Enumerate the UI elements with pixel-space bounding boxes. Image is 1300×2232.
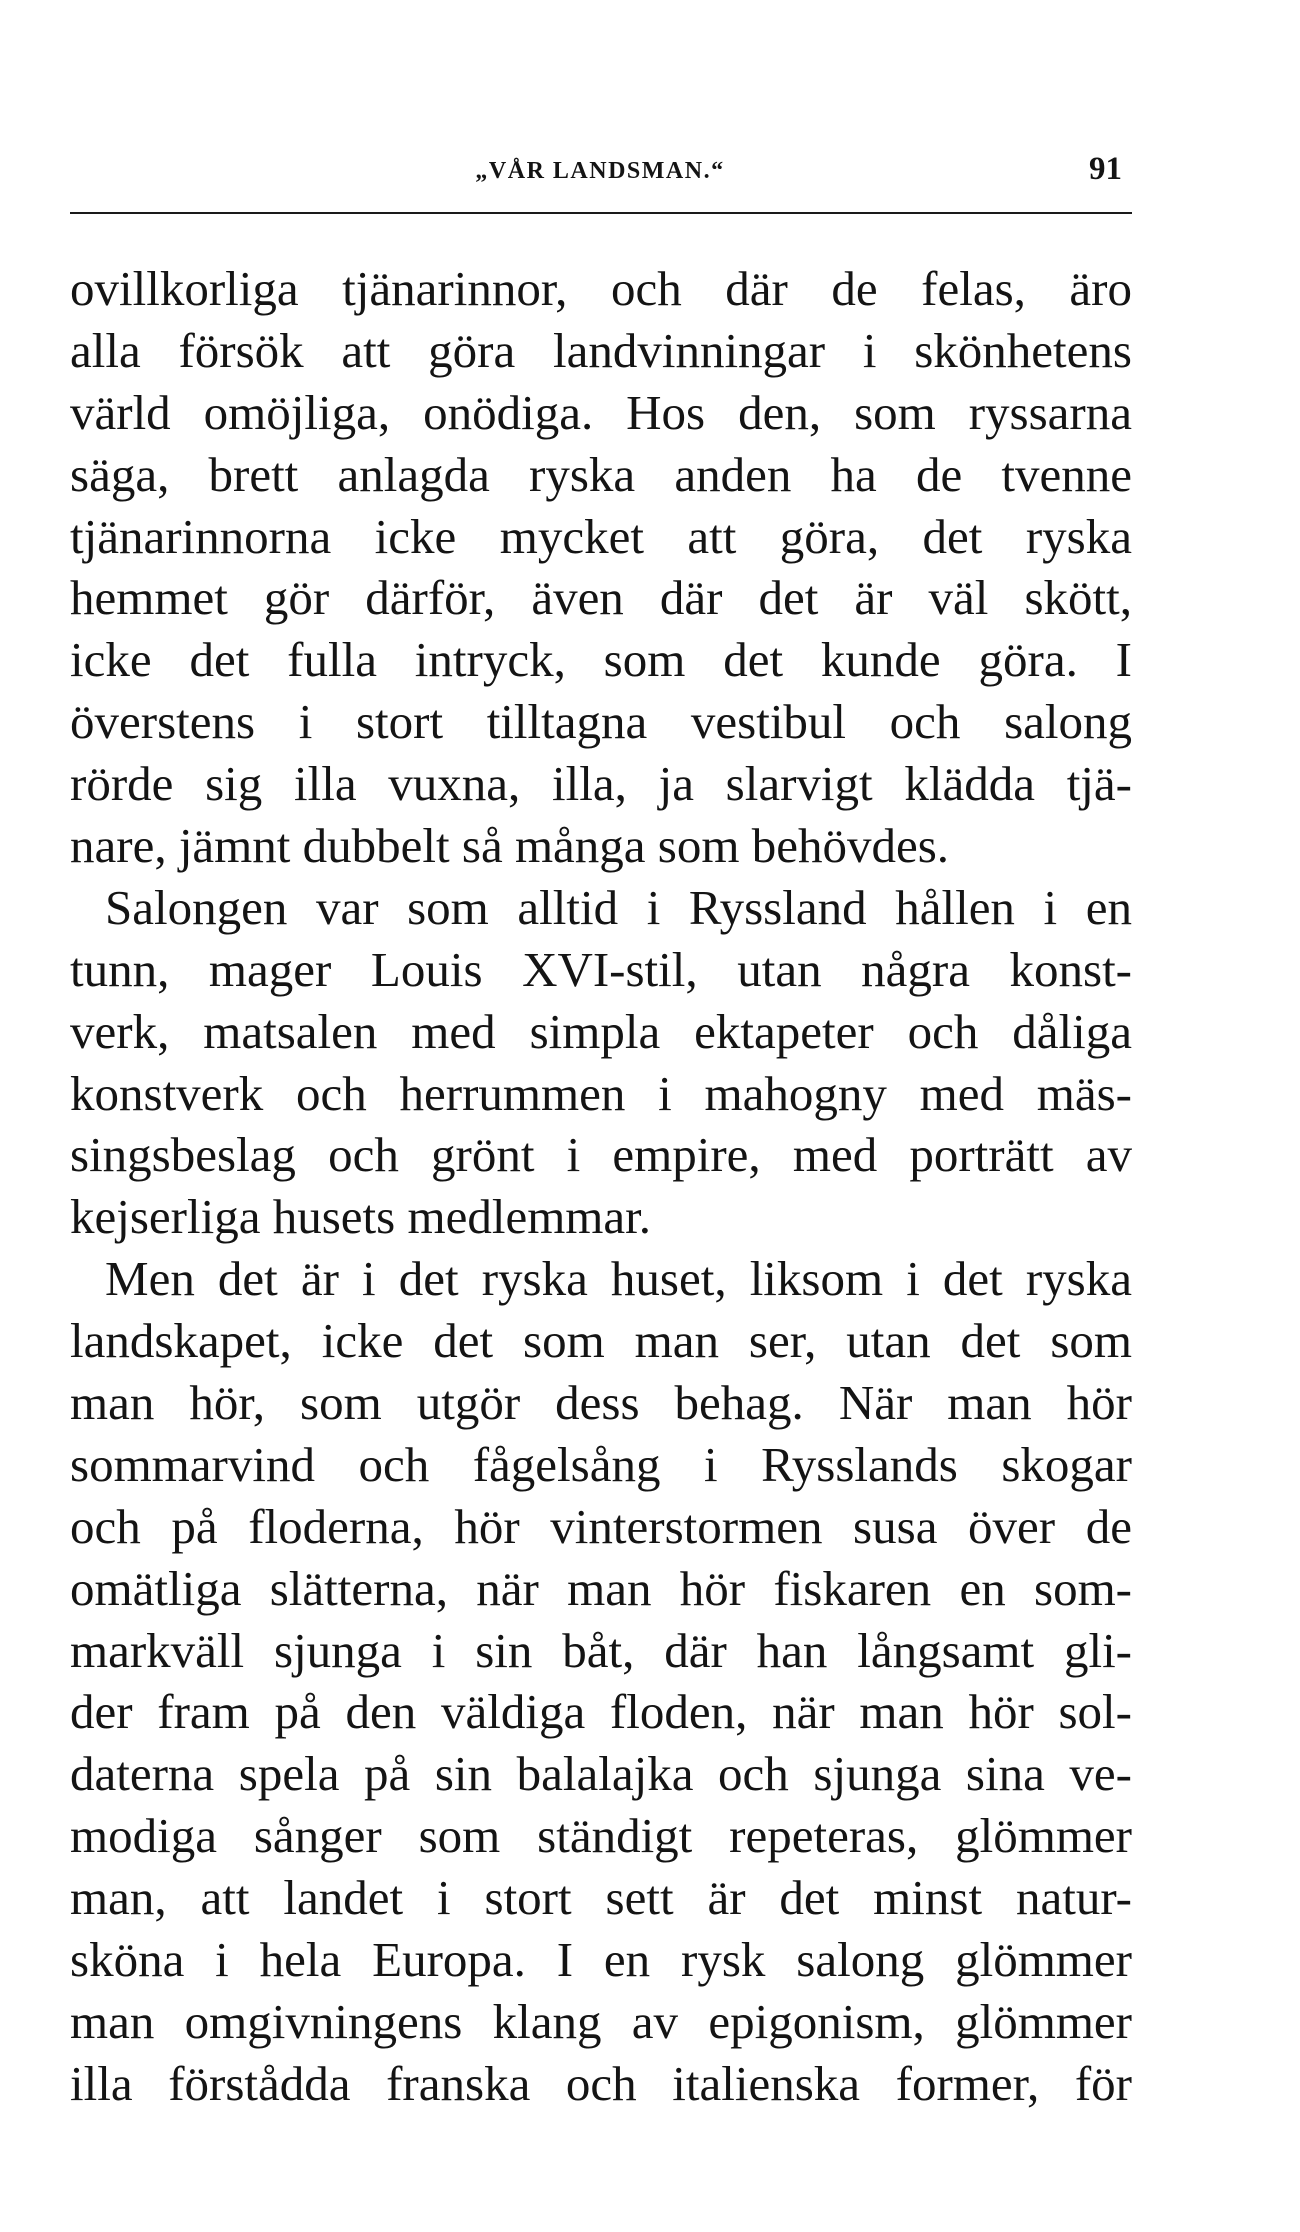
text-line: konstverk och herrummen i mahogny med mäs- [70, 1065, 1132, 1121]
text-line: man, att landet i stort sett är det minst natur- [70, 1870, 1132, 1926]
text-line: verk, matsalen med simpla ektapeter och dåliga [70, 1003, 1132, 1059]
text-line: Salongen var som alltid i Ryssland hållen i en [105, 879, 1132, 935]
text-line: säga, brett anlagda ryska anden ha de tvenne [70, 446, 1132, 502]
paragraph [70, 1248, 1132, 2114]
text-line: icke det fulla intryck, som det kunde göra. I [70, 632, 1132, 688]
text-line: tjänarinnorna icke mycket att göra, det ryska [70, 508, 1132, 564]
text-line: och på floderna, hör vinterstormen susa över de [70, 1498, 1132, 1554]
text-line: kejserliga husets medlemmar. [70, 1189, 652, 1245]
text-line: hemmet gör därför, även där det är väl skött, [70, 570, 1132, 626]
text-line: sköna i hela Europa. I en rysk salong glömmer [70, 1932, 1132, 1988]
text-line: singsbeslag och grönt i empire, med porträtt av [70, 1127, 1132, 1183]
paragraph [70, 877, 1132, 1248]
page-number: 91 [1089, 151, 1122, 187]
text-line: omätliga slätterna, när man hör fiskaren en som- [70, 1560, 1132, 1616]
text-line: modiga sånger som ständigt repeteras, glömmer [70, 1808, 1132, 1864]
text-line: der fram på den väldiga floden, när man hör sol- [70, 1684, 1132, 1740]
body-text [70, 258, 1132, 2115]
text-line: överstens i stort tilltagna vestibul och salong [70, 694, 1132, 750]
text-line: tunn, mager Louis XVI-stil, utan några konst- [70, 941, 1132, 997]
text-line: man omgivningens klang av epigonism, glömmer [70, 1993, 1132, 2049]
paragraph [70, 258, 1132, 877]
text-line: rörde sig illa vuxna, illa, ja slarvigt klädda tjä- [70, 756, 1132, 812]
text-line: värld omöjliga, onödiga. Hos den, som ryssarna [70, 384, 1132, 440]
running-head [70, 150, 1130, 200]
header-rule [70, 212, 1132, 214]
text-line: Men det är i det ryska huset, liksom i det ryska [105, 1251, 1132, 1307]
text-line: sommarvind och fågelsång i Rysslands skogar [70, 1436, 1132, 1492]
text-line: ovillkorliga tjänarinnor, och där de felas, äro [70, 261, 1132, 316]
text-line: man hör, som utgör dess behag. När man hör [70, 1375, 1132, 1431]
text-line: alla försök att göra landvinningar i skönhetens [70, 322, 1132, 378]
text-line: illa förstådda franska och italienska former, för [70, 2055, 1132, 2111]
text-line: landskapet, icke det som man ser, utan det som [70, 1313, 1132, 1369]
text-line: daterna spela på sin balalajka och sjunga sina ve- [70, 1746, 1132, 1802]
text-line: nare, jämnt dubbelt så många som behövdes. [70, 818, 950, 874]
running-title: „VÅR LANDSMAN.“ [475, 158, 725, 184]
text-line: markväll sjunga i sin båt, där han långsamt gli- [70, 1622, 1132, 1678]
